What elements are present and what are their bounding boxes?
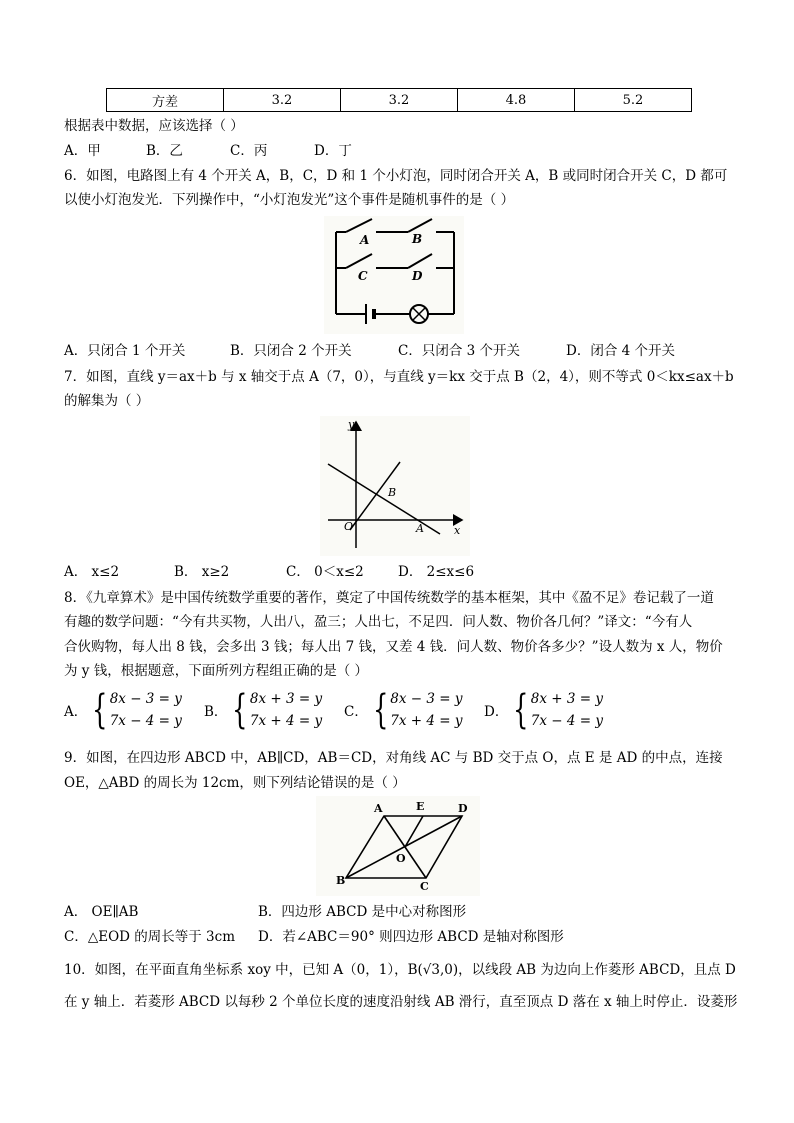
table-cell: 5.2 — [575, 89, 692, 112]
vertex-d-label: D — [458, 802, 468, 815]
midpoint-e-label: E — [416, 800, 425, 813]
q5-option-d[interactable]: D．丁 — [314, 143, 352, 159]
vertex-a-label: A — [374, 802, 383, 815]
q9-text-line-2: OE，△ABD 的周长为 12cm，则下列结论错误的是（ ） — [64, 775, 406, 791]
y-axis-label: y — [348, 418, 355, 431]
switch-label-c: C — [358, 269, 368, 283]
q9-text-line-1: 9．如图，在四边形 ABCD 中，AB∥CD，AB＝CD，对角线 AC 与 BD 交于点 O，点 E 是 AD 的中点，连接 — [64, 750, 723, 766]
q8-text-line-2: 有趣的数学问题：“今有共买物，人出八，盈三；人出七，不足四．问人数、物价各几何？”译文：“今有人 — [64, 614, 693, 630]
q6-option-c[interactable]: C．只闭合 3 个开关 — [398, 343, 521, 359]
q7-graph-figure — [320, 416, 470, 556]
table-cell: 3.2 — [341, 89, 458, 112]
q9-option-d[interactable]: D．若∠ABC＝90° 则四边形 ABCD 是轴对称图形 — [258, 929, 564, 945]
q8-option-a[interactable]: A． { 8x − 3 = y 7x − 4 = y — [64, 687, 182, 733]
q6-option-b[interactable]: B．只闭合 2 个开关 — [230, 343, 352, 359]
q6-option-d[interactable]: D．闭合 4 个开关 — [566, 343, 675, 359]
vertex-b-label: B — [336, 874, 346, 887]
q7-text-line-2: 的解集为（ ） — [64, 393, 150, 409]
q8-text-line-3: 合伙购物，每人出 8 钱，会多出 3 钱；每人出 7 钱，又差 4 钱．问人数、物价各多少？”设人数为 x 人，物价 — [64, 639, 723, 655]
q9-options-row-2 — [64, 927, 564, 947]
x-axis-label: x — [454, 524, 461, 537]
q8-text-line-4: 为 y 钱，根据题意，下面所列方程组正确的是（ ） — [64, 663, 368, 679]
circuit-diagram — [324, 216, 464, 334]
quadrilateral-diagram — [316, 796, 480, 896]
q5-option-b[interactable]: B．乙 — [146, 143, 183, 159]
q7-option-c[interactable]: C． 0＜x≤2 — [286, 564, 364, 580]
q10-text-line-1: 10．如图，在平面直角坐标系 xoy 中，已知 A（0，1），B(√3,0)，以线段 AB 为边向上作菱形 ABCD，且点 D — [64, 962, 736, 978]
q9-option-a[interactable]: A． OE∥AB — [64, 904, 139, 920]
point-a-label: A — [416, 522, 424, 535]
table-row — [107, 89, 692, 112]
switch-label-b: B — [412, 232, 423, 246]
center-o-label: O — [396, 852, 406, 865]
q5-option-a[interactable]: A．甲 — [64, 143, 101, 159]
q6-text-line-2: 以使小灯泡发光．下列操作中，“小灯泡发光”这个事件是随机事件的是（ ） — [64, 192, 515, 208]
q5-prompt: 根据表中数据，应该选择（ ） — [64, 118, 244, 134]
q6-option-a[interactable]: A．只闭合 1 个开关 — [64, 343, 186, 359]
table-cell: 3.2 — [224, 89, 341, 112]
vertex-c-label: C — [420, 880, 429, 893]
q8-option-d[interactable]: D． { 8x + 3 = y 7x − 4 = y — [484, 687, 603, 733]
point-b-label: B — [388, 486, 397, 499]
q6-options — [64, 341, 675, 361]
q9-option-c[interactable]: C．△EOD 的周长等于 3cm — [64, 929, 235, 945]
variance-table — [106, 88, 692, 112]
q9-option-b[interactable]: B．四边形 ABCD 是中心对称图形 — [258, 904, 467, 920]
q6-circuit-figure — [324, 216, 464, 334]
q7-text-line-1: 7．如图，直线 y＝ax＋b 与 x 轴交于点 A（7，0），与直线 y＝kx 交于点 B（2，4），则不等式 0＜kx≤ax＋b — [64, 369, 734, 385]
q7-option-a[interactable]: A． x≤2 — [64, 564, 120, 580]
q5-option-c[interactable]: C．丙 — [230, 143, 268, 159]
table-row-label: 方差 — [107, 89, 224, 112]
switch-label-d: D — [412, 269, 423, 283]
q8-option-b[interactable]: B． { 8x + 3 = y 7x + 4 = y — [204, 687, 323, 733]
switch-label-a: A — [360, 233, 370, 247]
q7-option-b[interactable]: B． x≥2 — [174, 564, 230, 580]
origin-label: O — [344, 520, 354, 533]
table-cell: 4.8 — [458, 89, 575, 112]
q9-options-row-1 — [64, 902, 466, 922]
q5-options — [64, 141, 352, 161]
q9-quadrilateral-figure — [316, 796, 480, 896]
q7-option-d[interactable]: D． 2≤x≤6 — [398, 564, 475, 580]
q8-text-line-1: 8．《九章算术》是中国传统数学重要的著作，奠定了中国传统数学的基本框架，其中《盈不足》卷记载了一道 — [64, 590, 714, 606]
q6-text-line-1: 6．如图，电路图上有 4 个开关 A，B，C，D 和 1 个小灯泡，同时闭合开关 A，B 或同时闭合开关 C，D 都可 — [64, 168, 728, 184]
q10-text-line-2: 在 y 轴上．若菱形 ABCD 以每秒 2 个单位长度的速度沿射线 AB 滑行，直至顶点 D 落在 x 轴上时停止．设菱形 — [64, 994, 738, 1010]
q7-options — [64, 562, 474, 582]
coordinate-graph — [320, 416, 470, 556]
q8-option-c[interactable]: C． { 8x − 3 = y 7x + 4 = y — [344, 687, 463, 733]
